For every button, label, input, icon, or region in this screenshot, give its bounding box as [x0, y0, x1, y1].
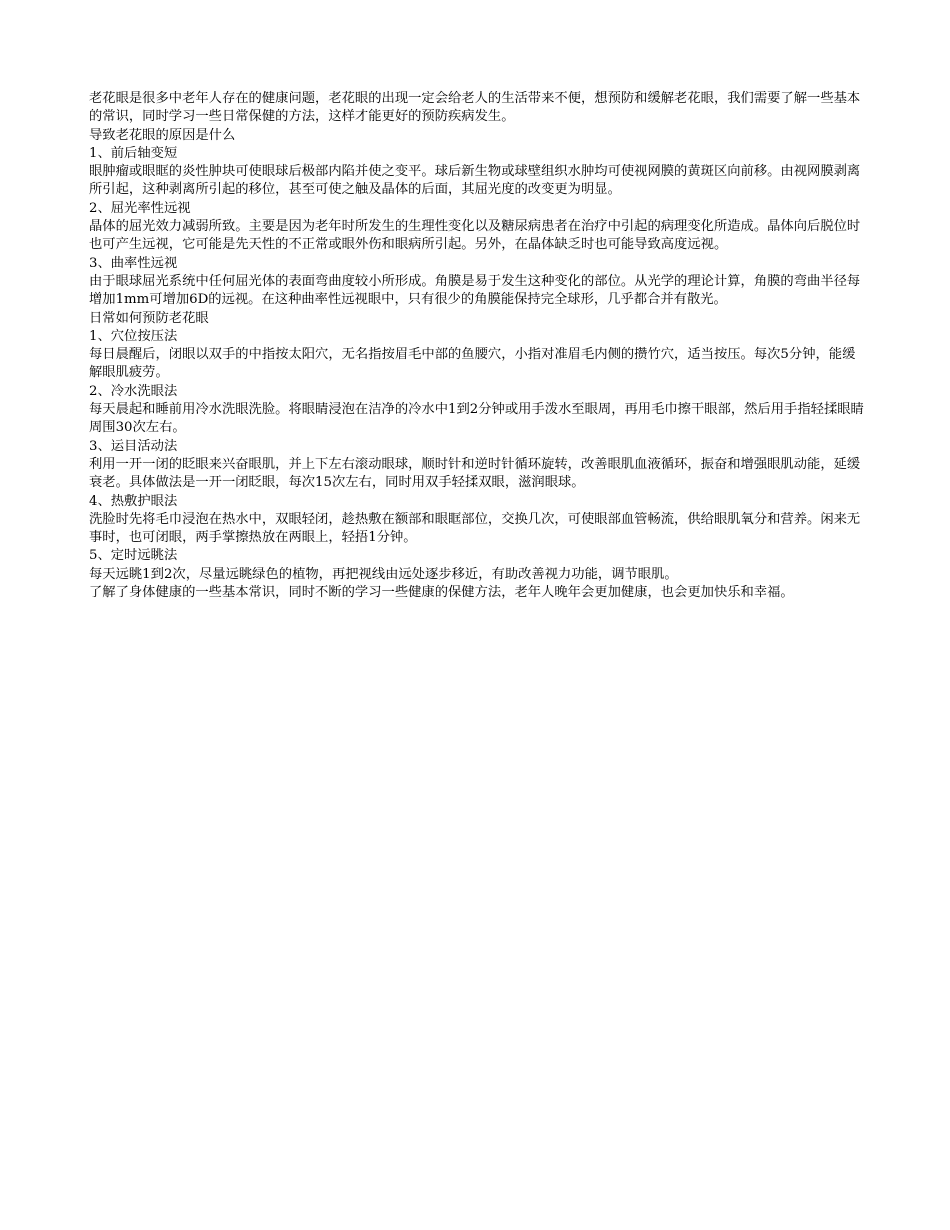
section-heading-causes: 导致老花眼的原因是什么 [89, 127, 236, 143]
subheading-axis-shortening: 1、前后轴变短 [89, 145, 178, 161]
section-heading-prevention: 日常如何预防老花眼 [89, 310, 209, 326]
paragraph-axis-shortening: 眼肿瘤或眼眶的炎性肿块可使眼球后极部内陷并使之变平。球后新生物或球壁组织水肿均可使视网膜的黄斑区向前移。由视网膜剥离所引起，这种剥离所引起的移位，甚至可使之触及晶体的后面，其屈光度的改变更为明显。 [89, 164, 861, 198]
subheading-curvature-hyperopia: 3、曲率性远视 [89, 255, 178, 271]
subheading-refractive-hyperopia: 2、屈光率性远视 [89, 200, 191, 216]
paragraph-distant-gaze: 每天远眺1到2次，尽量远眺绿色的植物，再把视线由远处逐步移近，有助改善视力功能，调节眼肌。 [89, 566, 678, 582]
subheading-acupressure: 1、穴位按压法 [89, 328, 178, 344]
paragraph-cold-water: 每天晨起和睡前用冷水洗眼洗脸。将眼睛浸泡在洁净的冷水中1到2分钟或用手泼水至眼周，再用毛巾擦干眼部，然后用手指轻揉眼睛周围30次左右。 [89, 402, 864, 436]
document-body [89, 90, 864, 602]
subheading-cold-water: 2、冷水洗眼法 [89, 383, 178, 399]
paragraph-eye-exercise: 利用一开一闭的眨眼来兴奋眼肌，并上下左右滚动眼球，顺时针和逆时针循环旋转，改善眼肌血液循环，振奋和增强眼肌动能，延缓衰老。具体做法是一开一闭眨眼，每次15次左右，同时用双手轻揉双眼，滋润眼球。 [89, 456, 861, 491]
intro-paragraph: 老花眼是很多中老年人存在的健康问题，老花眼的出现一定会给老人的生活带来不便，想预防和缓解老花眼，我们需要了解一些基本的常识，同时学习一些日常保健的方法，这样才能更好的预防疾病发生。 [89, 91, 861, 125]
paragraph-refractive-hyperopia: 晶体的屈光效力减弱所致。主要是因为老年时所发生的生理性变化以及糖尿病患者在治疗中引起的病理变化所造成。晶体向后脱位时也可产生远视，它可能是先天性的不正常或眼外伤和眼病所引起。另外，在晶体缺乏时也可能导致高度远视。 [89, 219, 861, 253]
paragraph-acupressure: 每日晨醒后，闭眼以双手的中指按太阳穴，无名指按眉毛中部的鱼腰穴，小指对准眉毛内侧的攒竹穴，适当按压。每次5分钟，能缓解眼肌疲劳。 [89, 347, 856, 381]
subheading-eye-exercise: 3、运目活动法 [89, 438, 178, 454]
conclusion-paragraph: 了解了身体健康的一些基本常识，同时不断的学习一些健康的保健方法，老年人晚年会更加健康，也会更加快乐和幸福。 [89, 585, 794, 601]
subheading-distant-gaze: 5、定时远眺法 [89, 548, 178, 564]
paragraph-curvature-hyperopia: 由于眼球屈光系统中任何屈光体的表面弯曲度较小所形成。角膜是易于发生这种变化的部位。从光学的理论计算，角膜的弯曲半径每增加1mm可增加6D的远视。在这种曲率性远视眼中，只有很少的角膜能保持完全球形，几乎都合并有散光。 [89, 273, 861, 308]
paragraph-hot-compress: 洗脸时先将毛巾浸泡在热水中，双眼轻闭，趁热敷在额部和眼眶部位，交换几次，可使眼部血管畅流，供给眼肌氧分和营养。闲来无事时，也可闭眼，两手掌擦热放在两眼上，轻捂1分钟。 [89, 511, 861, 546]
subheading-hot-compress: 4、热敷护眼法 [89, 493, 178, 509]
